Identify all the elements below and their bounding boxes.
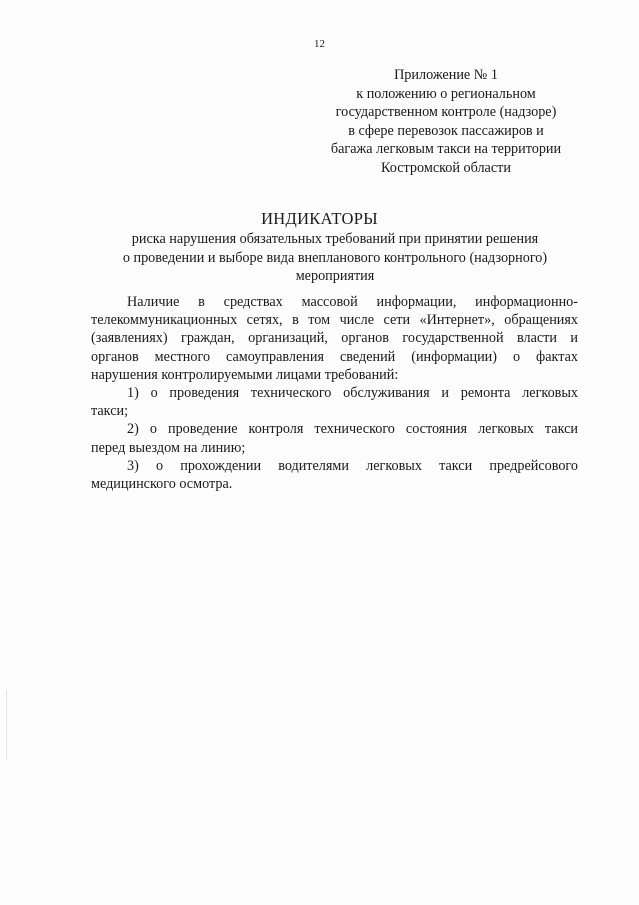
appendix-line: багажа легковым такси на территории: [330, 141, 562, 157]
list-item-line: такси;: [91, 403, 129, 420]
list-item-line: 3) о прохождении водителями легковых такси предрейсового: [127, 457, 578, 474]
scan-margin-artifact: [6, 690, 7, 760]
intro-paragraph: [91, 293, 578, 384]
subtitle-line: мероприятия: [295, 268, 375, 284]
subtitle-line: о проведении и выборе вида внепланового контрольного (надзорного): [122, 249, 548, 266]
appendix-line: к положению о региональном: [356, 85, 536, 102]
body-line: Наличие в средствах массовой информации, информационно-: [127, 294, 578, 310]
appendix-header: [318, 66, 574, 177]
list-item: [91, 384, 578, 420]
list-item: [91, 457, 578, 493]
document-title: ИНДИКАТОРЫ: [261, 209, 378, 228]
document-body: [91, 293, 578, 493]
body-line: нарушения контролируемыми лицами требований:: [91, 366, 399, 383]
document-subtitle: [100, 230, 570, 286]
list-item-line: медицинского осмотра.: [91, 476, 233, 493]
list-item: [91, 420, 578, 456]
list-item-line: перед выездом на линию;: [91, 439, 246, 456]
page-number: 12: [314, 38, 325, 50]
subtitle-line: риска нарушения обязательных требований при принятии решения: [131, 231, 539, 247]
appendix-line: в сфере перевозок пассажиров и: [348, 122, 544, 139]
body-line: телекоммуникационных сетях, в том числе сети «Интернет», обращениях: [91, 312, 578, 329]
appendix-line: Приложение № 1: [394, 67, 498, 83]
appendix-line: Костромской области: [381, 159, 511, 176]
appendix-line: государственном контроле (надзоре): [335, 104, 557, 120]
list-item-line: 2) о проведение контроля технического состояния легковых такси: [127, 421, 578, 438]
body-line: органов местного самоуправления сведений (информации) о фактах: [91, 348, 578, 365]
list-item-line: 1) о проведения технического обслуживания и ремонта легковых: [127, 385, 578, 402]
body-line: (заявлениях) граждан, организаций, органов государственной власти и: [91, 330, 578, 347]
